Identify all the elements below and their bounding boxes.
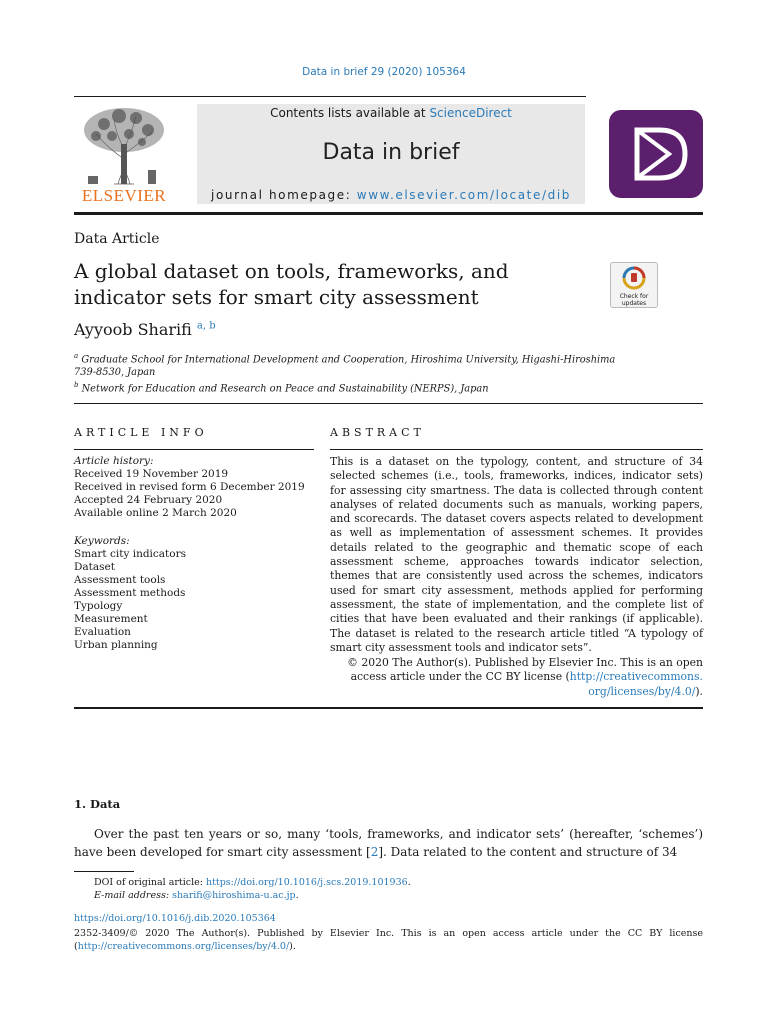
- doi-label: DOI of original article:: [94, 877, 206, 888]
- body-paragraph: [74, 826, 703, 861]
- cc-license-link-part1[interactable]: http://creativecommons.: [569, 670, 703, 684]
- history-item: Available online 2 March 2020: [74, 507, 237, 519]
- history-item: Received 19 November 2019: [74, 468, 229, 480]
- affiliation-b-mark: b: [74, 381, 79, 390]
- citation-link[interactable]: 2: [370, 844, 379, 859]
- affiliation-a-line2: 739-8530, Japan: [74, 367, 156, 379]
- footnote-rule: [74, 871, 134, 872]
- history-item: Accepted 24 February 2020: [74, 494, 223, 506]
- journal-reference[interactable]: Data in brief 29 (2020) 105364: [302, 66, 466, 78]
- article-info-rule: [74, 449, 314, 450]
- abstract-heading: ABSTRACT: [330, 426, 425, 439]
- keyword-item: Smart city indicators: [74, 548, 187, 560]
- license-statement: [74, 927, 703, 953]
- affiliation-b: [74, 379, 694, 395]
- email-link[interactable]: sharifi@hiroshima-u.ac.jp: [172, 890, 296, 901]
- keyword-item: Measurement: [74, 613, 148, 625]
- dib-logo-icon: [609, 110, 703, 198]
- header-top-rule: [74, 96, 586, 97]
- keyword-item: Dataset: [74, 561, 115, 573]
- abstract-rule: [330, 449, 703, 450]
- affiliations: [74, 350, 694, 396]
- keywords: [74, 535, 314, 652]
- abstract-text: This is a dataset on the typology, content, and structure of 34 selected schemes (i.e., tools, frameworks, indices, indicator sets) for assessing city smartness. The data is collected through content analyses of related documents such as manuals, working papers, and scorecards. The dataset covers aspects related to development as well as implementation of assessment schemes. It provides details related to the geographic and thematic scope of each assessment scheme, approaches towards indicator selection, themes that are consistently used across the schemes, indicators used for smart city assessment, methods applied for performing assessment, the state of implementation, and the complete list of cities that have been evaluated and their rankings (if applicable). The dataset is related to the research article titled “A typology of smart city assessment tools and indicator sets”.: [330, 455, 703, 654]
- elsevier-wordmark: ELSEVIER: [81, 186, 167, 205]
- keyword-item: Assessment tools: [74, 574, 166, 586]
- footnote-doi: [94, 876, 411, 889]
- affiliations-rule: [74, 403, 703, 404]
- keyword-item: Assessment methods: [74, 587, 186, 599]
- article-doi: [74, 912, 703, 925]
- check-for-updates-badge[interactable]: [610, 262, 658, 308]
- title-line-1: A global dataset on tools, frameworks, and: [74, 259, 509, 283]
- contents-prefix: Contents lists available at: [270, 106, 430, 120]
- author-name: Ayyoob Sharifi: [74, 320, 192, 339]
- copyright-line2: [330, 670, 703, 684]
- original-doi-link[interactable]: https://doi.org/10.1016/j.scs.2019.101936: [205, 877, 408, 888]
- data-in-brief-logo: [609, 110, 703, 198]
- section-title: 1. Data: [74, 797, 121, 811]
- doi-end: .: [407, 877, 411, 888]
- contents-available-line: [197, 106, 585, 120]
- history-item: Received in revised form 6 December 2019: [74, 481, 305, 493]
- article-type: Data Article: [74, 231, 160, 247]
- homepage-link[interactable]: www.elsevier.com/locate/dib: [356, 188, 571, 202]
- journal-homepage-line: [197, 188, 585, 202]
- affiliation-a-mark: a: [74, 352, 79, 360]
- affiliation-a-line1: Graduate School for International Development and Cooperation, Hiroshima University, Higashi-Hiroshima: [81, 354, 616, 366]
- article-title: [74, 258, 594, 310]
- email-label: E-mail address:: [94, 890, 173, 901]
- keyword-item: Urban planning: [74, 639, 158, 651]
- para-text-1: Over the past ten years or so, many ‘tools, frameworks, and indicator sets’ (hereafter, ‘schemes’) have been developed for smart city assessment [: [74, 827, 703, 859]
- keyword-item: Evaluation: [74, 626, 131, 638]
- check-updates-label: Check for updates: [619, 293, 649, 307]
- affiliation-a: [74, 350, 694, 366]
- license-end: ).: [289, 941, 296, 952]
- email-end: .: [295, 890, 299, 901]
- copyright-line3: [330, 685, 703, 699]
- copyright-line1: © 2020 The Author(s). Published by Elsevier Inc. This is an open: [347, 656, 703, 669]
- footnote-email: [94, 889, 299, 902]
- header-bottom-rule: [74, 212, 703, 215]
- affiliation-b-text: Network for Education and Research on Peace and Sustainability (NERPS), Japan: [81, 383, 489, 395]
- keywords-label: Keywords:: [74, 535, 130, 547]
- keyword-item: Typology: [74, 600, 123, 612]
- license-text: 2352-3409/© 2020 The Author(s). Published by Elsevier Inc. This is an open access article under the CC BY license (: [74, 928, 703, 952]
- abstract-bottom-rule: [74, 707, 703, 709]
- author-affiliation-marks[interactable]: a, b: [196, 320, 216, 332]
- article-info-heading: ARTICLE INFO: [74, 426, 208, 439]
- history-label: Article history:: [74, 455, 154, 467]
- para-text-2: ]. Data related to the content and structure of 34: [378, 844, 678, 859]
- license-link[interactable]: http://creativecommons.org/licenses/by/4.0/: [77, 941, 290, 952]
- copyright-line2-prefix: access article under the CC BY license (: [350, 670, 570, 684]
- article-history: [74, 455, 314, 520]
- author-line: [74, 320, 216, 339]
- article-doi-link[interactable]: https://doi.org/10.1016/j.dib.2020.105364: [74, 913, 276, 924]
- journal-title: Data in brief: [322, 140, 460, 165]
- cc-license-link-part2[interactable]: org/licenses/by/4.0/: [588, 684, 696, 698]
- abstract-copyright: [330, 656, 703, 699]
- sciencedirect-link[interactable]: ScienceDirect: [429, 106, 512, 120]
- check-updates-icon: [611, 263, 657, 291]
- title-line-2: indicator sets for smart city assessment: [74, 285, 479, 309]
- copyright-end: ).: [695, 684, 703, 698]
- homepage-prefix: journal homepage:: [211, 188, 357, 202]
